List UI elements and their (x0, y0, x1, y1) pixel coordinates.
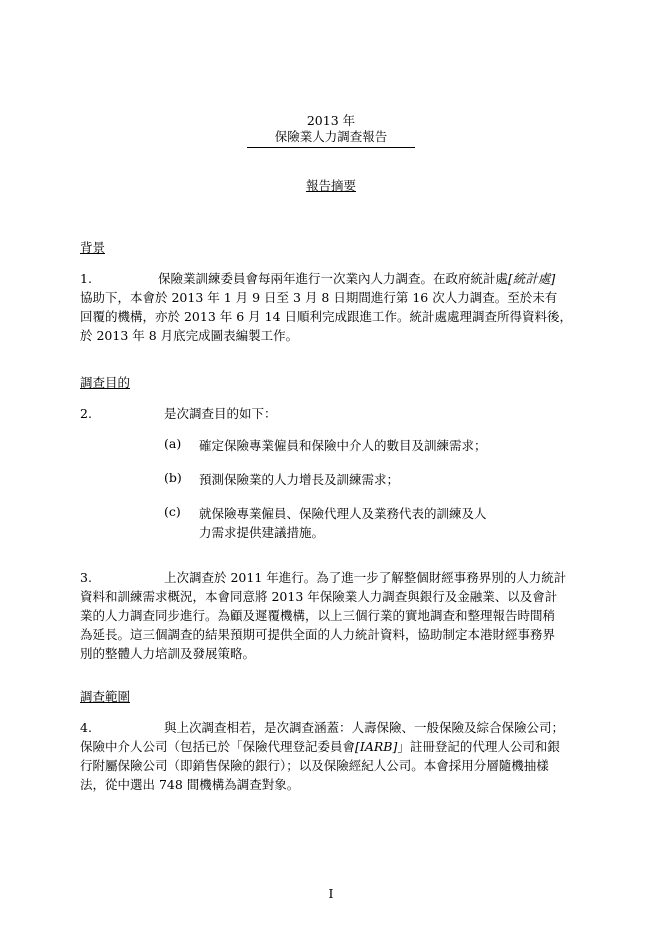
paragraph-3-line-2: 資料和訓練需求概況，本會同意將 2013 年保險業人力調查與銀行及金融業、以及會計 (80, 589, 558, 604)
paragraph-1-number: 1. (80, 271, 92, 286)
paragraph-4-line-4: 法，從中選出 748 間機構為調查對象。 (80, 777, 300, 792)
paragraph-3-text-1: 上次調查於 2011 年進行。為了進一步了解整個財經事務界別的人力統計 (164, 570, 567, 585)
paragraph-1-line-1 (80, 269, 582, 288)
objective-item-c-label: (c) (164, 504, 181, 519)
paragraph-2-number: 2. (80, 406, 92, 421)
paragraph-3-line-4: 為延長。這三個調查的結果預期可提供全面的人力統計資料，協助制定本港財經事務界 (80, 627, 556, 642)
paragraph-1 (80, 269, 582, 345)
objective-item-c-text (199, 504, 539, 542)
paragraph-4-number: 4. (80, 720, 92, 735)
paragraph-1-text-1a: 保險業訓練委員會每兩年進行一次業內人力調查。在政府統計處 (158, 271, 509, 286)
paragraph-4-line-3: 行附屬保險公司（即銷售保險的銀行）；以及保險經紀人公司。本會採用分層隨機抽樣 (80, 758, 549, 773)
paragraph-3-line-1 (80, 568, 582, 587)
objective-item-b-label: (b) (164, 470, 182, 485)
paragraph-3-line-5: 別的整體人力培訓及發展策略。 (80, 646, 256, 661)
paragraph-3-line-3: 業的人力調查同步進行。為顧及遲覆機構，以上三個行業的實地調查和整理報告時間稍 (80, 608, 556, 623)
report-year: 2013 年 (306, 113, 356, 128)
paragraph-1-line-2: 協助下，本會於 2013 年 1 月 9 日至 3 月 8 日期間進行第 16 次人力調查。至於未有 (80, 290, 558, 305)
report-title-wrap (0, 127, 662, 148)
page-number: I (328, 886, 334, 901)
paragraph-1-line-3: 回覆的機構，亦於 2013 年 6 月 14 日順利完成跟進工作。統計處處理調查所得資料後， (80, 309, 573, 324)
paragraph-2 (80, 404, 582, 423)
objective-item-b-text: 預測保險業的人力增長及訓練需求； (199, 472, 400, 487)
paragraph-4-line-1 (80, 718, 582, 737)
heading-background: 背景 (80, 240, 106, 255)
objective-item-c-line-2: 力需求提供建議措施。 (199, 525, 325, 540)
paragraph-1-line-4: 於 2013 年 8 月底完成圖表編製工作。 (80, 328, 299, 343)
summary-label: 報告摘要 (305, 178, 356, 193)
objective-item-a-text: 確定保險專業僱員和保險中介人的數目及訓練需求； (199, 438, 487, 453)
report-title: 保險業人力調查報告 (247, 127, 416, 148)
paragraph-4 (80, 718, 582, 794)
paragraph-3-number: 3. (80, 570, 92, 585)
heading-objectives: 調查目的 (80, 375, 131, 390)
paragraph-2-line-1 (80, 404, 582, 423)
objective-item-a-label: (a) (164, 436, 182, 451)
report-summary-heading (0, 176, 662, 194)
objective-item-c-line-1: 就保險專業僱員、保險代理人及業務代表的訓練及人 (199, 506, 487, 521)
paragraph-4-line-2 (80, 737, 582, 756)
heading-scope: 調查範圍 (80, 689, 131, 704)
paragraph-3 (80, 568, 582, 663)
paragraph-1-abbrev: [統計處] (508, 271, 556, 286)
paragraph-4-text-1: 與上次調查相若，是次調查涵蓋：人壽保險、一般保險及綜合保險公司； (164, 720, 565, 735)
paragraph-4-abbrev: [IARB] (355, 739, 398, 754)
paragraph-4-text-2a: 保險中介人公司（包括已於「保險代理登記委員會 (80, 739, 356, 754)
paragraph-2-text: 是次調查目的如下： (164, 406, 277, 421)
paragraph-4-text-2c: 」註冊登記的代理人公司和銀 (397, 739, 560, 754)
